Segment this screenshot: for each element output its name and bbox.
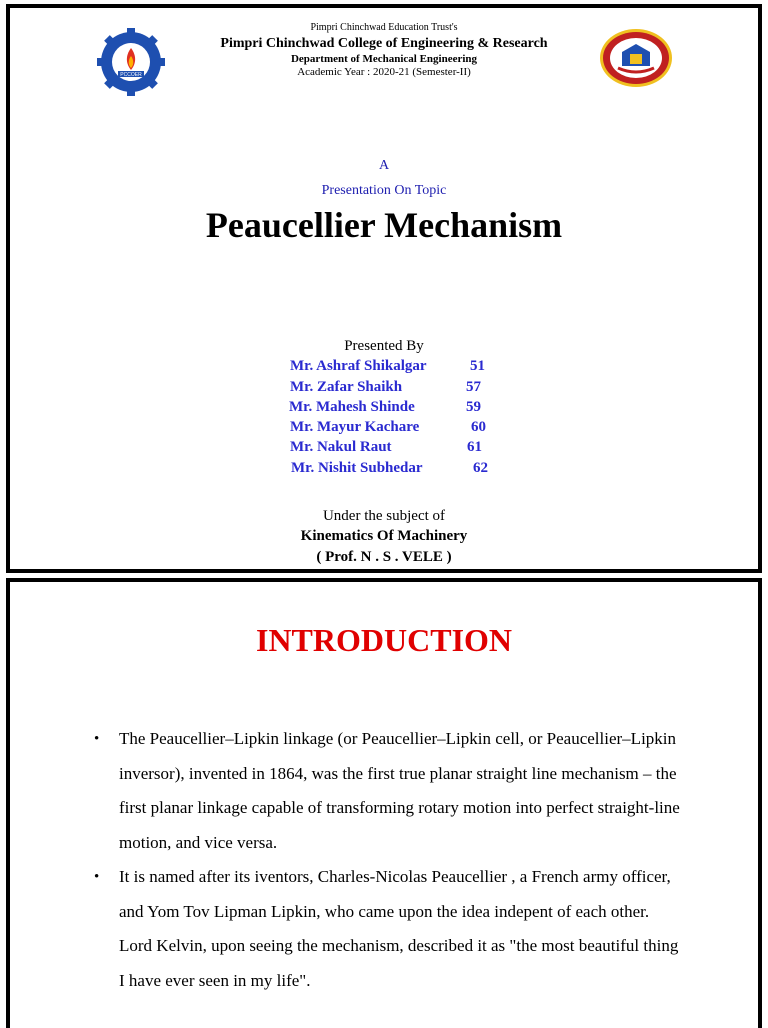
member-row [290, 379, 481, 396]
member-name: Mr. Zafar Shaikh [290, 379, 403, 395]
college-name: Pimpri Chinchwad College of Engineering & Research [220, 36, 548, 51]
member-roll: 57 [466, 379, 481, 395]
member-roll: 61 [467, 439, 482, 455]
member-roll: 59 [466, 399, 481, 415]
member-row [291, 460, 488, 477]
bullet-item [94, 722, 684, 860]
presentation-title: Peaucellier Mechanism [205, 205, 563, 245]
member-row [290, 439, 482, 456]
member-row [290, 419, 486, 436]
under-subject-label: Under the subject of [322, 508, 446, 524]
department-name: Department of Mechanical Engineering [290, 53, 478, 65]
bullet-dot-icon: • [94, 869, 100, 885]
member-row [290, 358, 485, 375]
member-name: Mr. Nishit Subhedar [291, 460, 423, 476]
presented-by-label: Presented By [344, 338, 424, 354]
title-slide [6, 4, 762, 573]
trust-name: Pimpri Chinchwad Education Trust's [310, 22, 458, 33]
introduction-slide [6, 578, 762, 1028]
member-name: Mr. Nakul Raut [290, 439, 392, 455]
professor-name: ( Prof. N . S . VELE ) [316, 549, 452, 565]
logo-left-text: PCCOER [120, 72, 142, 78]
academic-year: Academic Year : 2020-21 (Semester-II) [297, 66, 471, 78]
member-name: Mr. Mahesh Shinde [289, 399, 415, 415]
member-roll: 51 [470, 358, 485, 374]
subject-name: Kinematics Of Machinery [300, 528, 468, 544]
presentation-on-topic: Presentation On Topic [321, 183, 447, 198]
bullet-dot-icon: • [94, 731, 100, 747]
a-line: A [378, 158, 390, 173]
university-logo-right [598, 28, 674, 88]
bullet-text: The Peaucellier–Lipkin linkage (or Peaucellier–Lipkin cell, or Peaucellier–Lipkin inversor), invented in 1864, was the first true planar straight line mechanism – the first planar linkage capable of transforming rotary motion into perfect straight-line motion, and vice versa. [119, 729, 680, 852]
member-name: Mr. Ashraf Shikalgar [290, 358, 427, 374]
bullet-item [94, 860, 684, 998]
bullet-text: It is named after its iventors, Charles-Nicolas Peaucellier , a French army officer, and Yom Tov Lipman Lipkin, who came upon the idea indepent of each other. Lord Kelvin, upon seeing the mechanism, described it as "the most beautiful thing I have ever seen in my life". [119, 867, 679, 990]
slide-heading: INTRODUCTION [255, 622, 513, 658]
member-roll: 62 [473, 460, 488, 476]
member-roll: 60 [471, 419, 486, 435]
bullet-list [94, 722, 684, 998]
member-name: Mr. Mayur Kachare [290, 419, 420, 435]
member-row [289, 399, 481, 416]
